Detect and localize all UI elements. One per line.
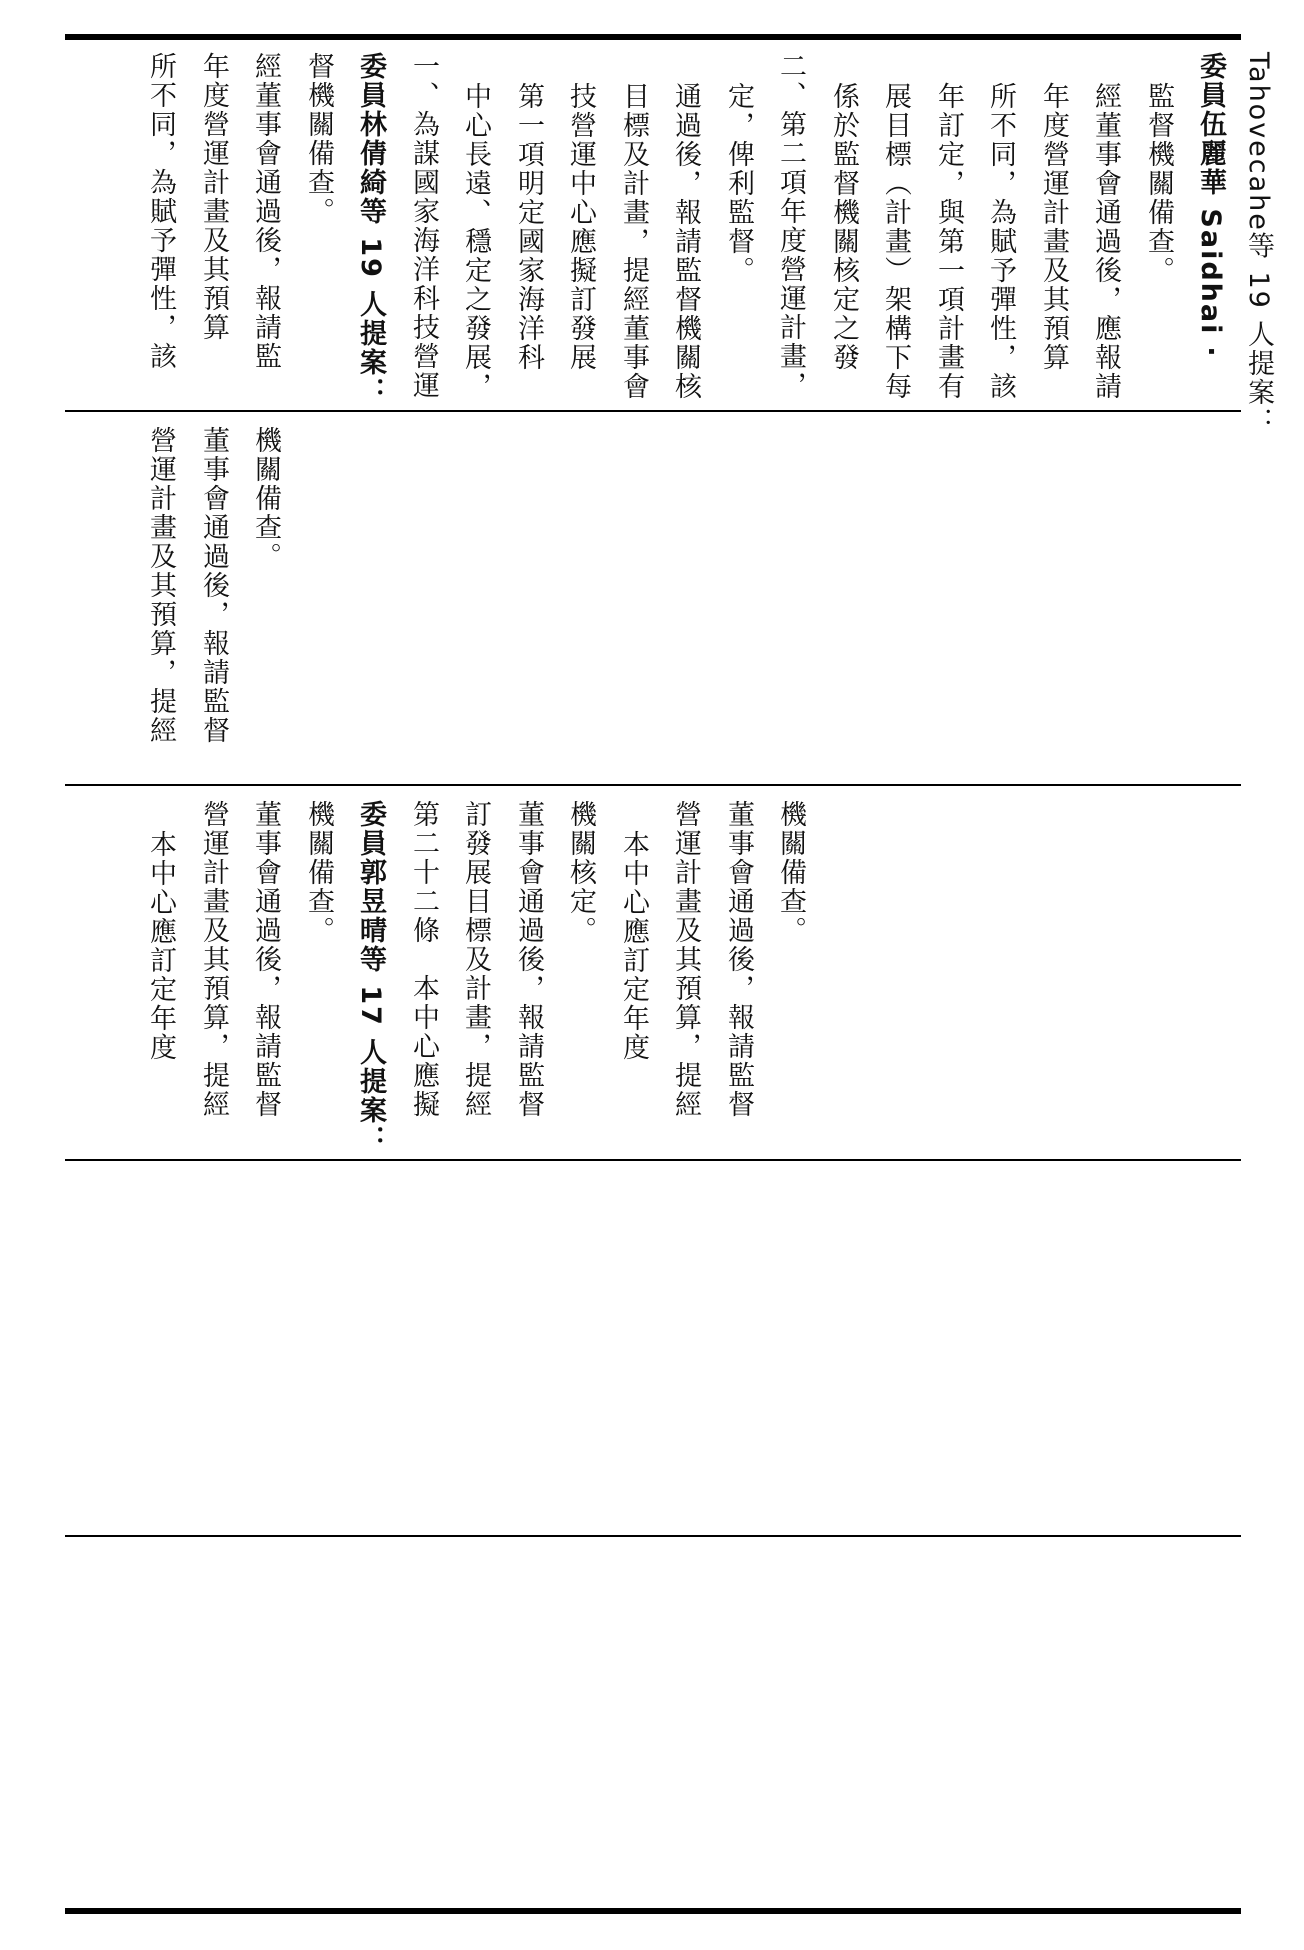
row-5-empty (65, 1539, 1241, 1905)
text-line: 督機關備查。 (303, 52, 334, 226)
text-line: 本中心應訂定年度 (618, 830, 649, 1062)
proposal-heading-continued: Tahovecahe等 19 人提案： (1243, 52, 1274, 437)
text-line: 年度營運計畫及其預算 (1038, 82, 1069, 372)
text-line: 係於監督機關核定之發 (828, 82, 859, 372)
text-line: 營運計畫及其預算，提經 (670, 800, 701, 1119)
proposal-heading: 委員伍麗華 Saidhai ‧ (1195, 52, 1226, 359)
text-line: 本中心應訂定年度 (145, 830, 176, 1062)
row-divider-2 (65, 784, 1241, 786)
text-line: 所不同，為賦予彈性，該 (145, 52, 176, 371)
text-line: 機關核定。 (565, 800, 596, 945)
text-line: 經董事會通過後，報請監 (250, 52, 281, 371)
text-line: 董事會通過後，報請監督 (723, 800, 754, 1119)
text-line: 二、第二項年度營運計畫， (775, 52, 806, 400)
text-line: 展目標（計畫）架構下每 (880, 82, 911, 401)
bottom-rule (65, 1908, 1241, 1914)
row-4-empty (65, 1163, 1241, 1531)
text-line: 一、為謀國家海洋科技營運 (408, 52, 439, 400)
text-line: 董事會通過後，報請監督 (198, 426, 229, 745)
text-line: 年訂定，與第一項計畫有 (933, 82, 964, 401)
text-line: 技營運中心應擬訂發展 (565, 82, 596, 372)
text-line: 營運計畫及其預算，提經 (198, 800, 229, 1119)
text-line: 中心長遠、穩定之發展， (460, 82, 491, 401)
row-2-explanation (65, 414, 1241, 782)
text-line: 經董事會通過後，應報請 (1090, 82, 1121, 401)
row-divider-1 (65, 410, 1241, 412)
row-divider-3 (65, 1159, 1241, 1161)
text-line: 機關備查。 (250, 426, 281, 571)
text-line: 第一項明定國家海洋科 (513, 82, 544, 372)
article-text: 第二十二條 本中心應擬 (408, 800, 439, 1119)
proposal-heading: 委員郭昱晴等 17 人提案： (355, 800, 386, 1155)
text-line: 定，俾利監督。 (723, 82, 754, 285)
text-line: 年度營運計畫及其預算 (198, 52, 229, 342)
text-line: 機關備查。 (775, 800, 806, 945)
row-1-explanation (65, 40, 1274, 437)
text-line: 營運計畫及其預算，提經 (145, 426, 176, 745)
row-3-article (65, 788, 1241, 1156)
text-line: 通過後，報請監督機關核 (670, 82, 701, 401)
text-line: 所不同，為賦予彈性，該 (985, 82, 1016, 401)
text-line: 董事會通過後，報請監督 (250, 800, 281, 1119)
proposal-heading: 委員林倩綺等 19 人提案： (355, 52, 386, 407)
text-line: 董事會通過後，報請監督 (513, 800, 544, 1119)
text-line: 監督機關備查。 (1143, 82, 1174, 285)
text-line: 訂發展目標及計畫，提經 (460, 800, 491, 1119)
row-divider-4 (65, 1535, 1241, 1537)
text-line: 機關備查。 (303, 800, 334, 945)
text-line: 目標及計畫，提經董事會 (618, 82, 649, 401)
